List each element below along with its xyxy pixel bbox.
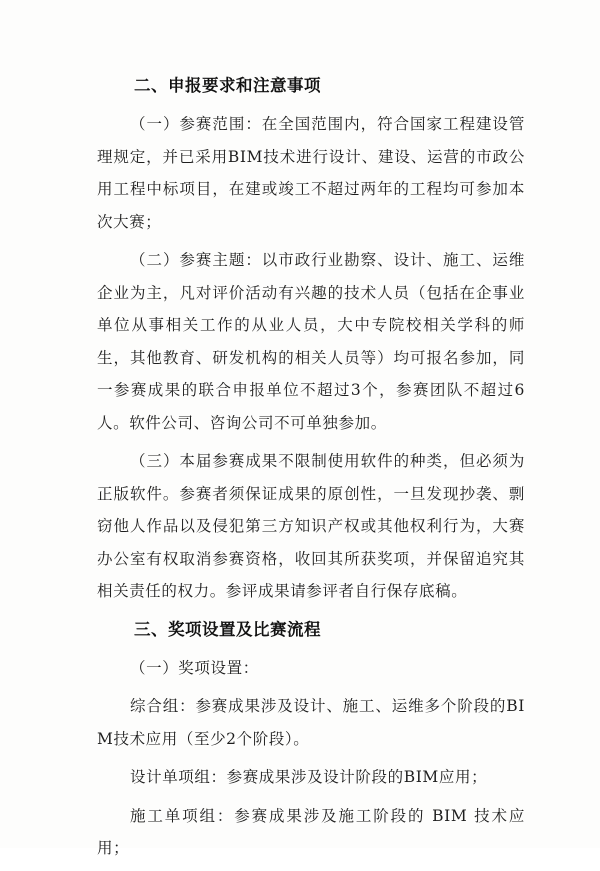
section-2-paragraph-2: （二）参赛主题：以市政行业勘察、设计、施工、运维企业为主，凡对评价活动有兴趣的技术人员（包括在企事业单位从事相关工作的从业人员，大中专院校相关学科的师生，其他教育、研发机构的相关人员等）均可报名参加，同一参赛成果的联合申报单位不超过3个，参赛团队不超过6人。软件公司、咨询公司不可单独参加。 bbox=[97, 251, 525, 432]
section-3-paragraph-4: 施工单项组：参赛成果涉及施工阶段的 BIM 技术应用； bbox=[97, 806, 525, 857]
section-2-heading: 二、申报要求和注意事项 bbox=[134, 76, 321, 95]
section-3-paragraph-2: 综合组：参赛成果涉及设计、施工、运维多个阶段的BIM技术应用（至少2个阶段）。 bbox=[97, 697, 525, 748]
document-body bbox=[97, 70, 525, 871]
section-2-paragraph-1: （一）参赛范围：在全国范围内，符合国家工程建设管理规定，并已采用BIM技术进行设计、建设、运营的市政公用工程中标项目，在建或竣工不超过两年的工程均可参加本次大赛； bbox=[97, 115, 525, 231]
section-3-paragraph-3: 设计单项组：参赛成果涉及设计阶段的BIM应用； bbox=[130, 768, 488, 786]
section-3-heading: 三、奖项设置及比赛流程 bbox=[134, 619, 321, 639]
section-3-paragraph-1: （一）奖项设置： bbox=[130, 658, 259, 677]
section-2-paragraph-3: （三）本届参赛成果不限制使用软件的种类，但必须为正版软件。参赛者须保证成果的原创性，一旦发现抄袭、剽窃他人作品以及侵犯第三方知识产权或其他权利行为，大赛办公室有权取消参赛资格，收回其所获奖项，并保留追究其相关责任的权力。参评成果请参评者自行保存底稿。 bbox=[97, 452, 525, 600]
